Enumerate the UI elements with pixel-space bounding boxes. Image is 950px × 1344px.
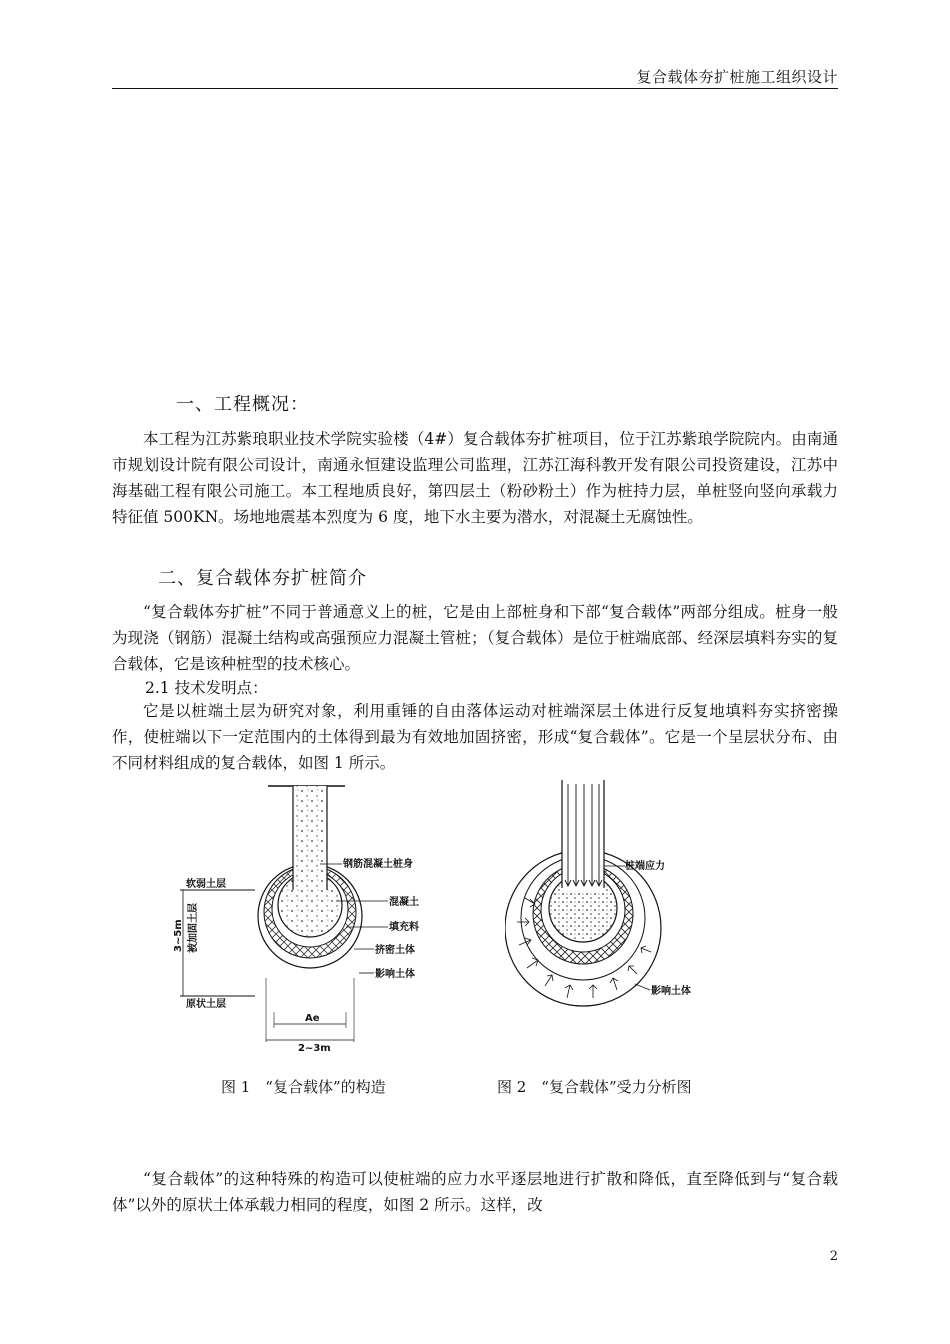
figure-1-diagram: [160, 778, 460, 1062]
original-layer-label: 原状土层: [186, 999, 226, 1010]
section-2-paragraph-1: “复合载体夯扩桩”不同于普通意义上的桩，它是由上部桩身和下部“复合载体”两部分组成。桩身一般为现浇（钢筋）混凝土结构或高强预应力混凝土管桩；（复合载体）是位于桩端底部、经深层填料夯实的复合载体，它是该种桩型的技术核心。: [112, 603, 838, 673]
ae-label: Ae: [305, 1013, 320, 1024]
section-2-heading: 二、复合载体夯扩桩简介: [158, 568, 367, 589]
page-number: 2: [829, 1249, 838, 1264]
width-dimension-label: 2~3m: [298, 1043, 331, 1054]
compacted-label: 挤密土体: [375, 945, 415, 956]
influence-label: 影响土体: [375, 969, 415, 980]
reinforced-layer-label: 被加固土层: [188, 903, 199, 953]
figure-2-diagram: [505, 780, 735, 1044]
header-title: 复合载体夯扩桩施工组织设计: [636, 68, 838, 86]
soft-layer-label: 软弱土层: [186, 879, 226, 890]
pile-body-label: 钢筋混凝土桩身: [343, 859, 413, 870]
section-1-heading: 一、工程概况：: [176, 394, 309, 415]
closing-paragraph: “复合载体”的这种特殊的构造可以使桩端的应力水平逐层地进行扩散和降低，直至降低到与“复合载体”以外的原状土体承载力相同的程度，如图 2 所示。这样，改: [112, 1170, 838, 1214]
header-rule: [112, 88, 838, 89]
section-2-paragraph-2: 它是以桩端土层为研究对象，利用重锤的自由落体运动对桩端深层土体进行反复地填料夯实挤密操作，使桩端以下一定范围内的土体得到最为有效地加固挤密，形成“复合载体”。它是一个呈层状分布、由不同材料组成的复合载体，如图 1 所示。: [112, 702, 838, 772]
subsection-2-1-heading: 2.1 技术发明点：: [145, 679, 268, 697]
figure-2-caption: 图 2 “复合载体”受力分析图: [497, 1078, 692, 1096]
concrete-label: 混凝土: [389, 897, 419, 908]
stress-label: 桩端应力: [625, 861, 665, 872]
section-1-paragraph: 本工程为江苏紫琅职业技术学院实验楼（4#）复合载体夯扩桩项目，位于江苏紫琅学院院内。由南通市规划设计院有限公司设计，南通永恒建设监理公司监理，江苏江海科教开发有限公司投资建设，江苏中海基础工程有限公司施工。本工程地质良好，第四层土（粉砂粉土）作为桩持力层，单桩竖向竖向承载力特征值 500KN。场地地震基本烈度为 6 度，地下水主要为潜水，对混凝土无腐蚀性。: [112, 430, 838, 526]
depth-dimension-label: 3~5m: [173, 919, 184, 952]
figure-1-caption: 图 1 “复合载体”的构造: [221, 1078, 386, 1096]
influence-label-2: 影响土体: [651, 986, 691, 997]
fill-label: 填充料: [389, 922, 419, 933]
